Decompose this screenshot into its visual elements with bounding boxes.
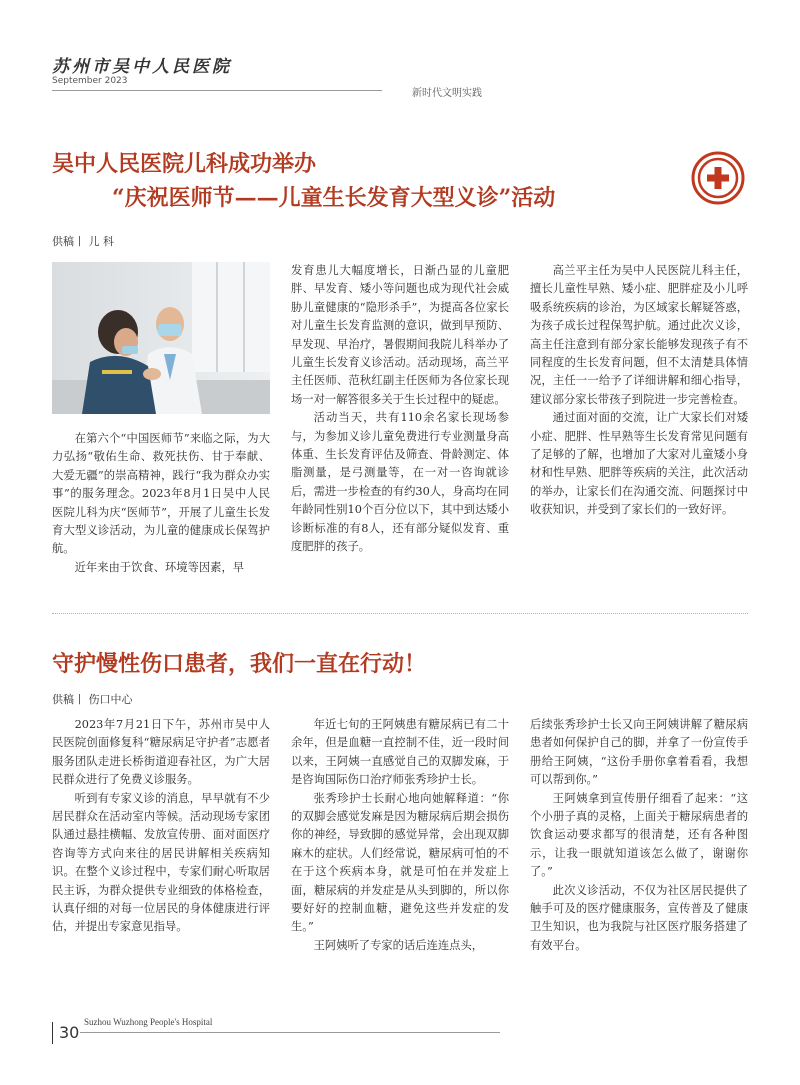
section-label: 新时代文明实践 [412, 88, 482, 99]
paragraph: 发育患儿大幅度增长，日渐凸显的儿童肥胖、早发育、矮小等问题也成为现代社会威胁儿童健康的“隐形杀手”，为提高各位家长对儿童生长发育监测的意识，做到早预防、早发现、早治疗，暑假期间我院儿科举办了儿童生长发育义诊活动。活动现场，高兰平主任医师、范秋红副主任医师为各位家长现场一对一解答很多关于生长过程中的疑虑。 [291, 264, 509, 406]
article2-column-3 [530, 716, 748, 955]
paragraph: 张秀珍护士长耐心地向她解释道：“你的双脚会感觉发麻是因为糖尿病后期会损伤你的神经，导致脚的感觉异常，会出现双脚麻木的症状。人们经常说，糖尿病可怕的不在于这个疾病本身，就是可怕在并发症上面，糖尿病的并发症是从头到脚的，所以你要好好的控制血糖，避免这些并发症的发生。” [291, 791, 509, 934]
article1-column-2 [291, 262, 509, 557]
paragraph: 听到有专家义诊的消息，早早就有不少居民群众在活动室内等候。活动现场专家团队通过悬挂横幅、发放宣传册、面对面医疗咨询等方式向来往的居民讲解相关疾病知识。在整个义诊过程中，专家们耐心听取居民主诉，为群众提供专业细致的体格检查，认真仔细的对每一位居民的身体健康进行评估，并提出专家意见指导。 [52, 791, 270, 934]
paragraph: 2023年7月21日下午，苏州市吴中人民医院创面修复科“糖尿病足守护者”志愿者服务团队走进长桥街道迎春社区，为广大居民群众进行了免费义诊服务。 [52, 718, 270, 787]
article2-column-1 [52, 716, 270, 937]
article2-column-2 [291, 716, 509, 955]
page-number: 30 [52, 1022, 79, 1044]
paragraph: 年近七旬的王阿姨患有糖尿病已有二十余年，但是血糖一直控制不佳，近一段时间以来，王阿姨一直感觉自己的双脚发麻，于是咨询国际伤口治疗师张秀珍护士长。 [291, 718, 509, 787]
paragraph: 通过面对面的交流，让广大家长们对矮小症、肥胖、性早熟等生长发育常见问题有了足够的了解，也增加了大家对儿童矮小身材和性早熟、肥胖等疾病的关注，此次活动的举办，让家长们在沟通交流、问题探讨中收获知识，并受到了家长们的一致好评。 [530, 411, 748, 517]
article1-column-3 [530, 262, 748, 520]
paragraph: 近年来由于饮食、环境等因素，早 [74, 560, 245, 574]
paragraph: 高兰平主任为吴中人民医院儿科主任，擅长儿童性早熟、矮小症、肥胖症及小儿呼吸系统疾病的诊治，为区域家长解疑答惑，为孩子成长过程保驾护航。通过此次义诊，高主任注意到有部分家长能够发现孩子有不同程度的生长发育问题，但不太清楚具体情况，主任一一给予了详细讲解和细心指导，建议部分家长带孩子到院进一步完善检查。 [530, 264, 748, 406]
article-divider [52, 613, 748, 614]
red-cross-circle-icon [690, 150, 746, 206]
article1-column-1 [52, 430, 270, 577]
footer-rule [80, 1032, 500, 1033]
header-rule [52, 90, 382, 91]
paragraph: 活动当天，共有110余名家长现场参与，为参加义诊儿童免费进行专业测量身高体重、生长发育评估及筛查、骨龄测定、体脂测量，是弓测量等，在一对一咨询就诊后，需进一步检查的有约30人，身高均在同年龄同性别10个百分位以下，其中到达矮小诊断标准的有8人，还有部分疑似发育、重度肥胖的孩子。 [291, 411, 509, 554]
article2-title: 守护慢性伤口患者，我们一直在行动！ [52, 651, 427, 677]
clinic-photo [52, 262, 270, 414]
article1-title-line1: 吴中人民医院儿科成功举办 [52, 151, 317, 177]
issue-month: September 2023 [52, 76, 128, 86]
article1-credit: 供稿丨 儿 科 [52, 235, 114, 248]
paragraph: 在第六个“中国医师节”来临之际，为大力弘扬“敬佑生命、救死扶伤、甘于奉献、大爱无疆”的崇高精神，践行“我为群众办实事”的服务理念。2023年8月1日吴中人民医院儿科为庆“医师节”，开展了儿童生长发育大型义诊活动，为儿童的健康成长保驾护航。 [52, 432, 270, 556]
article1-title-line2: “庆祝医师节——儿童生长发育大型义诊”活动 [112, 185, 556, 211]
footer-hospital-name: Suzhou Wuzhong People's Hospital [84, 1017, 213, 1027]
paragraph: 王阿姨拿到宣传册仔细看了起来：“这个小册子真的灵格，上面关于糖尿病患者的饮食运动要求都写的很清楚，还有各种图示，让我一眼就知道该怎么做了，谢谢你了。” [530, 791, 748, 879]
paragraph: 此次义诊活动，不仅为社区居民提供了触手可及的医疗健康服务，宣传普及了健康卫生知识，也为我院与社区医疗服务搭建了有效平台。 [530, 883, 748, 952]
paragraph: 后续张秀珍护士长又向王阿姨讲解了糖尿病患者如何保护自己的脚，并拿了一份宣传手册给王阿姨，“这份手册你拿着看看，我想可以帮到你。” [530, 718, 748, 787]
masthead-hospital-name: 苏州市吴中人民医院 [52, 57, 232, 77]
article2-credit: 供稿丨 伤口中心 [52, 693, 133, 706]
paragraph: 王阿姨听了专家的话后连连点头， [313, 938, 484, 952]
